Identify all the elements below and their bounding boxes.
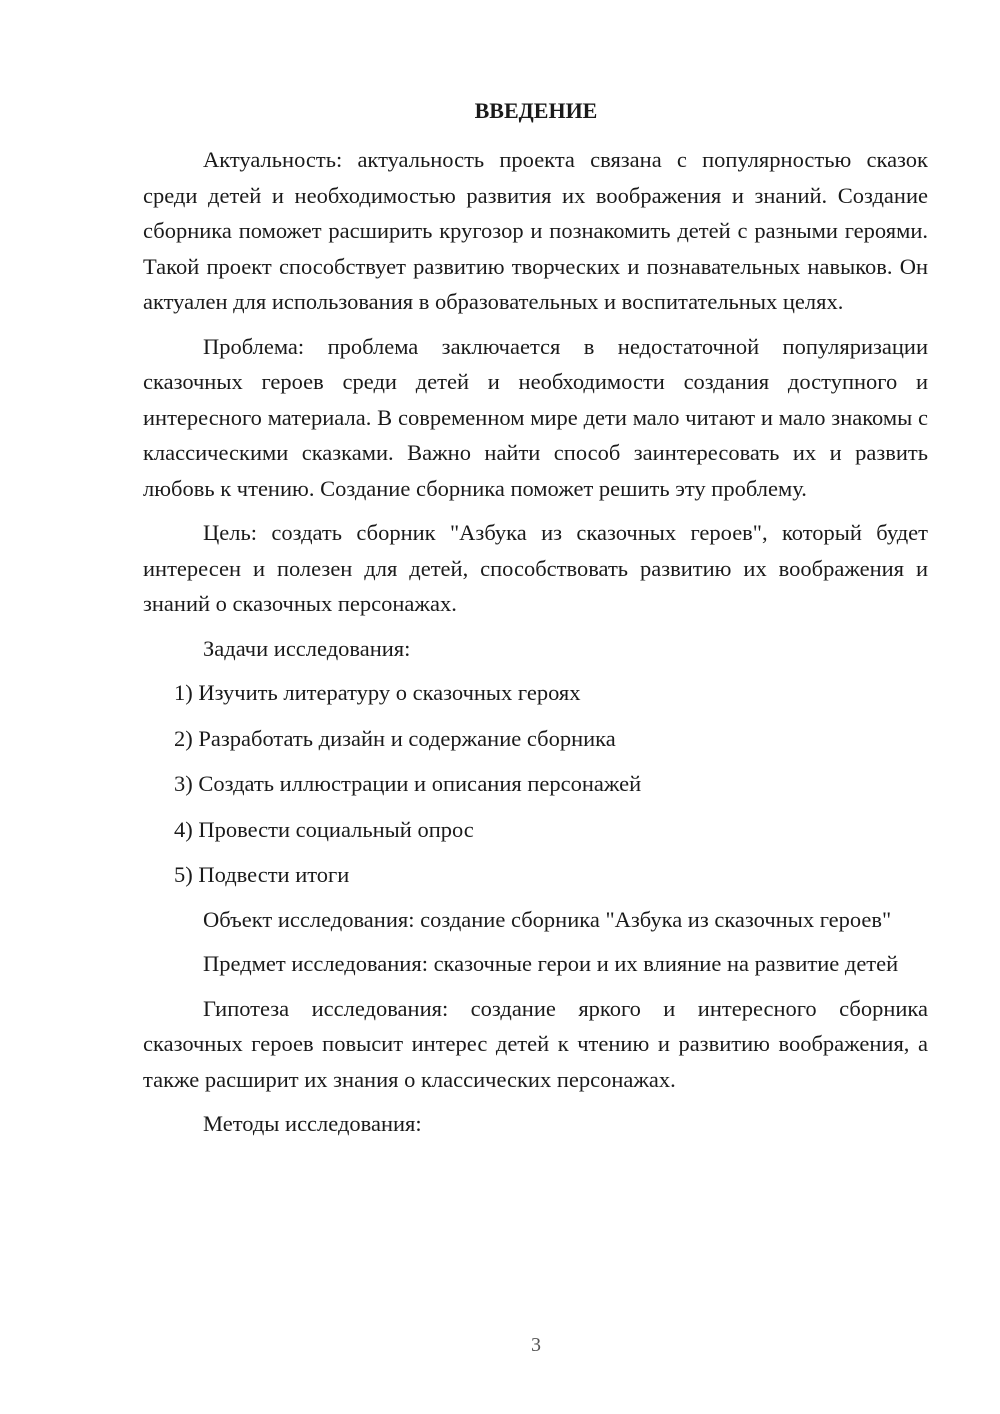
paragraph-subject: Предмет исследования: сказочные герои и их влияние на развитие детей — [203, 951, 899, 976]
page-title: ВВЕДЕНИЕ — [474, 98, 598, 123]
paragraph-hypothesis: Гипотеза исследования: создание яркого и интересного сборника сказочных героев повысит интерес детей к чтению и развитию воображения, а также расширит их знания о классических персонажах. — [143, 995, 928, 1092]
paragraph-object: Объект исследования: создание сборника "Азбука из сказочных героев" — [203, 906, 892, 932]
task-list-item: 5) Подвести итоги — [174, 862, 350, 887]
paragraph-relevance: Актуальность: актуальность проекта связана с популярностью сказок среди детей и необходимостью развития их воображения и знаний. Создание сборника поможет расширить кругозор и познакомить детей с разными героями. Такой проект способствует развитию творческих и познавательных навыков. Он актуален для использования в образовательных и воспитательных целях. — [143, 147, 928, 314]
task-list-item: 3) Создать иллюстрации и описания персонажей — [174, 771, 642, 796]
document-body — [143, 142, 928, 1151]
page-number: 3 — [531, 1334, 541, 1356]
task-list-item: 1) Изучить литературу о сказочных героях — [174, 680, 581, 705]
task-list-item: 2) Разработать дизайн и содержание сборника — [174, 725, 616, 751]
paragraph-methods-heading: Методы исследования: — [203, 1111, 422, 1136]
paragraph-tasks-heading: Задачи исследования: — [203, 635, 411, 661]
paragraph-problem: Проблема: проблема заключается в недостаточной популяризации сказочных героев среди детей и необходимости создания доступного и интересного материала. В современном мире дети мало читают и мало знакомы с классическими сказками. Важно найти способ заинтересовать их и развить любовь к чтению. Создание сборника поможет решить эту проблему. — [143, 333, 928, 501]
task-list-item: 4) Провести социальный опрос — [174, 816, 474, 842]
paragraph-goal: Цель: создать сборник "Азбука из сказочных героев", который будет интересен и полезен для детей, способствовать развитию их воображения и знаний о сказочных персонажах. — [143, 520, 928, 616]
